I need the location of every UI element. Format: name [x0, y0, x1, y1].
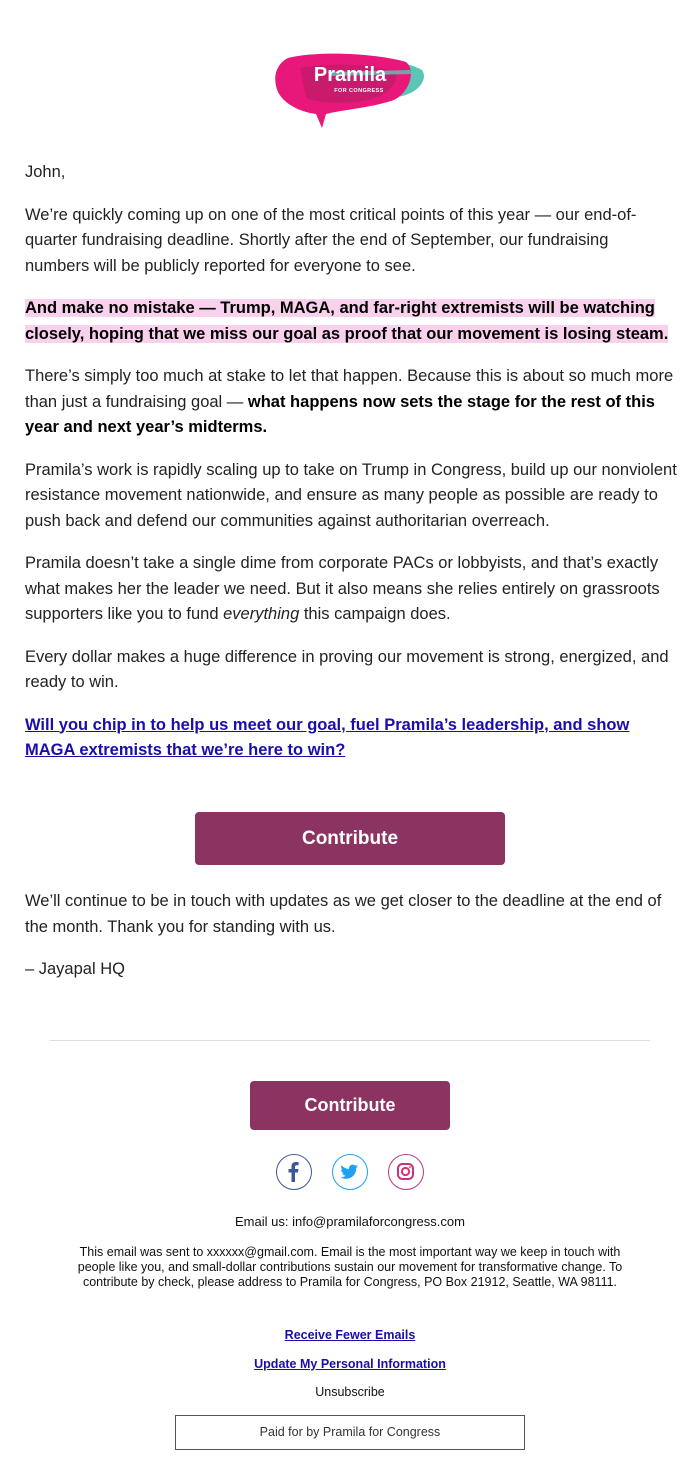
- footer-divider: [50, 1040, 650, 1041]
- receive-fewer-emails-link[interactable]: Receive Fewer Emails: [284, 1328, 416, 1342]
- contact-email: Email us: info@pramilaforcongress.com: [235, 1214, 465, 1229]
- email-body: [25, 160, 677, 781]
- instagram-button[interactable]: [388, 1154, 424, 1190]
- paragraph-work: Pramila’s work is rapidly scaling up to take on Trump in Congress, build up our nonviolent resistance movement nationwide, and ensure as many people as possible are ready to push back and defend our communities against authoritarian overreach.: [25, 460, 677, 530]
- twitter-icon: [333, 1155, 366, 1188]
- stakes-text: There’s simply too much at stake to let that happen. Because this is about so much more than just a fundraising goal —: [25, 367, 674, 411]
- signoff: – Jayapal HQ: [25, 960, 125, 978]
- footer-contribute-button[interactable]: Contribute: [250, 1081, 450, 1130]
- greeting: John,: [25, 163, 66, 181]
- logo-subtitle: FOR CONGRESS: [334, 88, 384, 94]
- contribute-button[interactable]: Contribute: [195, 812, 505, 865]
- paragraph-ask: [25, 713, 677, 764]
- update-personal-info-link[interactable]: Update My Personal Information: [254, 1357, 446, 1371]
- donation-ask-link[interactable]: Will you chip in to help us meet our goal, fuel Pramila’s leadership, and show MAGA extremists that we’re here to win?: [25, 715, 630, 759]
- logo-name: Pramila: [313, 64, 387, 86]
- grassroots-text: Pramila doesn’t take a single dime from corporate PACs or lobbyists, and that’s exactly what makes her the leader we need. But it also means she relies entirely on grassroots supporters like you to fund: [25, 554, 660, 623]
- paragraph-warning: [25, 296, 677, 347]
- paragraph-stakes: [25, 364, 677, 441]
- paragraph-every-dollar: Every dollar makes a huge difference in proving our movement is strong, energized, and ready to win.: [25, 647, 669, 691]
- update-info-row: [50, 1356, 650, 1371]
- paragraph-grassroots: [25, 551, 677, 628]
- facebook-icon: [277, 1155, 310, 1188]
- campaign-logo: [270, 48, 430, 130]
- paragraph-deadline: We’re quickly coming up on one of the most critical points of this year — our end-of-quarter fundraising deadline. Shortly after the end of September, our fundraising numbers will be publicly reported for everyone to see.: [25, 205, 637, 275]
- facebook-button[interactable]: [276, 1154, 312, 1190]
- footer-disclaimer: This email was sent to xxxxxx@gmail.com. Email is the most important way we keep in touch with people like you, and small-dollar contributions sustain our movement for transformative change. To contribute by check, please address to Pramila for Congress, PO Box 21912, Seattle, WA 98111.: [77, 1245, 623, 1289]
- stakes-bold-text: what happens now sets the stage for the rest of this year and next year’s midterms.: [25, 392, 655, 436]
- twitter-button[interactable]: [332, 1154, 368, 1190]
- email-closing: [25, 889, 677, 1000]
- closing-paragraph: We’ll continue to be in touch with updates as we get closer to the deadline at the end of the month. Thank you for standing with us.: [25, 892, 662, 936]
- grassroots-emphasis: everything: [223, 605, 300, 623]
- highlighted-warning-text: And make no mistake — Trump, MAGA, and far-right extremists will be watching closely, hoping that we miss our goal as proof that our movement is losing steam.: [25, 299, 669, 343]
- instagram-icon: [389, 1155, 422, 1188]
- receive-fewer-emails-row: [50, 1327, 650, 1342]
- grassroots-text-end: this campaign does.: [299, 605, 451, 623]
- paid-for-disclaimer: Paid for by Pramila for Congress: [175, 1415, 525, 1450]
- unsubscribe-link[interactable]: Unsubscribe: [315, 1385, 385, 1399]
